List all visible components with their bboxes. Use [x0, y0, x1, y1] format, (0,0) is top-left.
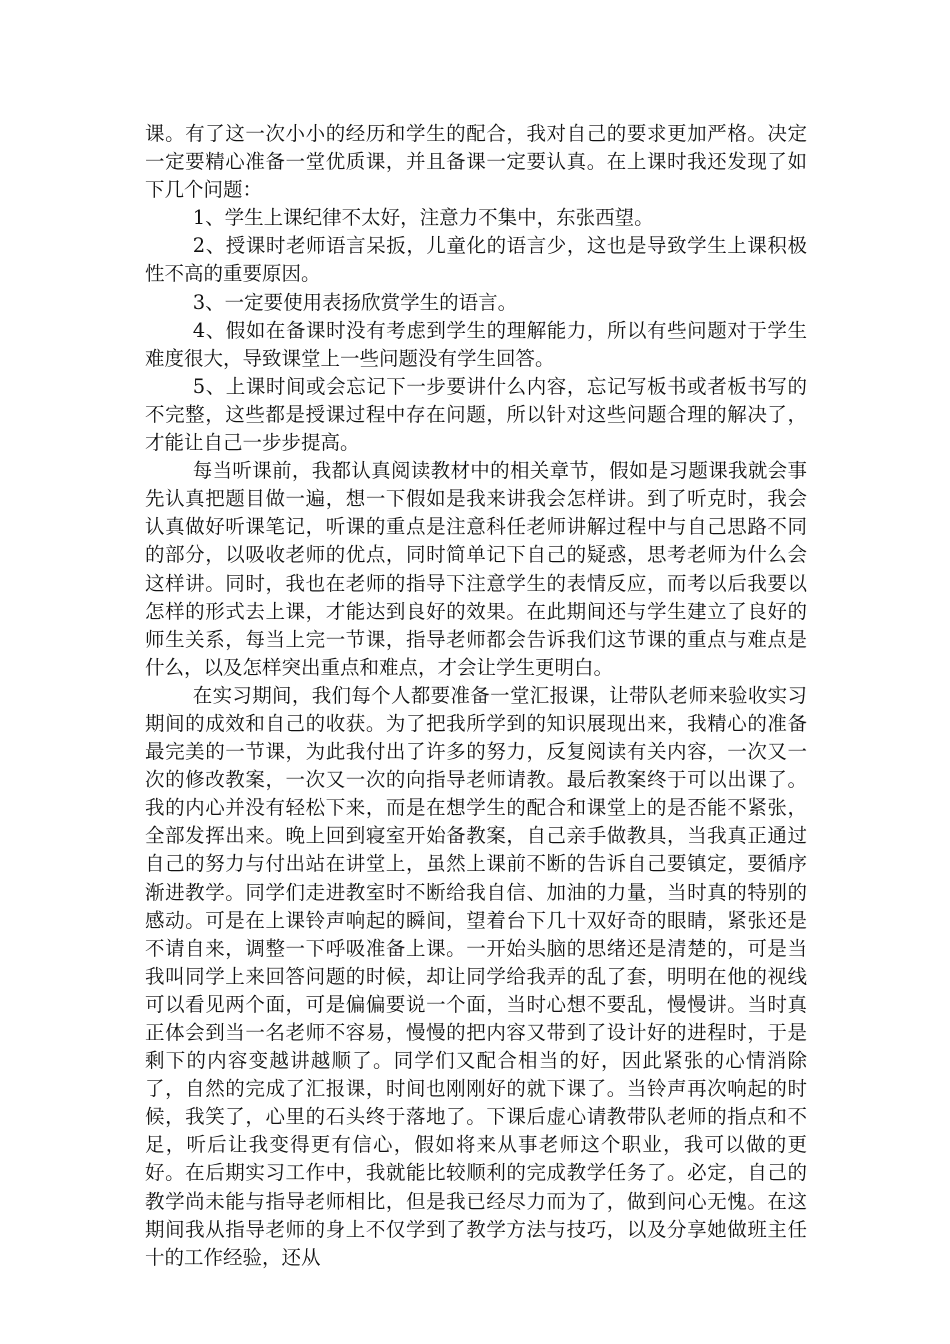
- paragraph-item-4: 4、假如在备课时没有考虑到学生的理解能力，所以有些问题对于学生难度很大，导致课堂上一些问题没有学生回答。: [145, 318, 807, 370]
- document-body: [145, 120, 807, 1272]
- paragraph-item-5: 5、上课时间或会忘记下一步要讲什么内容，忘记写板书或者板书写的不完整，这些都是授课过程中存在问题，所以针对这些问题合理的解决了，才能让自己一步步提高。: [145, 374, 807, 455]
- paragraph-item-2: 2、授课时老师语言呆扳，儿童化的语言少，这也是导致学生上课积极性不高的重要原因。: [145, 234, 807, 286]
- paragraph-continuation: 课。有了这一次小小的经历和学生的配合，我对自己的要求更加严格。决定一定要精心准备一堂优质课，并且备课一定要认真。在上课时我还发现了如下几个问题：: [145, 122, 807, 202]
- paragraph-report-lesson: 在实习期间，我们每个人都要准备一堂汇报课，让带队老师来验收实习期间的成效和自己的收获。为了把我所学到的知识展现出来，我精心的准备最完美的一节课，为此我付出了许多的努力，反复阅读有关内容，一次又一次的修改教案，一次又一次的向指导老师请教。最后教案终于可以出课了。我的内心并没有轻松下来，而是在想学生的配合和课堂上的是否能不紧张，全部发挥出来。晚上回到寝室开始备教案，自己亲手做教具，当我真正通过自己的努力与付出站在讲堂上，虽然上课前不断的告诉自己要镇定，要循序渐进教学。同学们走进教室时不断给我自信、加油的力量，当时真的特别的感动。可是在上课铃声响起的瞬间，望着台下几十双好奇的眼睛，紧张还是不请自来，调整一下呼吸准备上课。一开始头脑的思绪还是清楚的，可是当我叫同学上来回答问题的时候，却让同学给我弄的乱了套，明明在他的视线可以看见两个面，可是偏偏要说一个面，当时心想不要乱，慢慢讲。当时真正体会到当一名老师不容易，慢慢的把内容又带到了设计好的进程时，于是剩下的内容变越讲越顺了。同学们又配合相当的好，因此紧张的心情消除了，自然的完成了汇报课，时间也刚刚好的就下课了。当铃声再次响起的时候，我笑了，心里的石头终于落地了。下课后虚心请教带队老师的指点和不足，听后让我变得更有信心，假如将来从事老师这个职业，我可以做的更好。在后期实习工作中，我就能比较顺利的完成教学任务了。必定，自己的教学尚未能与指导老师相比，但是我已经尽力而为了，做到问心无愧。在这期间我从指导老师的身上不仅学到了教学方法与技巧，以及分享她做班主任十的工作经验，还从: [145, 683, 807, 1269]
- paragraph-observing-lessons: 每当听课前，我都认真阅读教材中的相关章节，假如是习题课我就会事先认真把题目做一遍，想一下假如是我来讲我会怎样讲。到了听克时，我会认真做好听课笔记，听课的重点是注意科任老师讲解过程中与自己思路不同的部分，以吸收老师的优点，同时简单记下自己的疑惑，思考老师为什么会这样讲。同时，我也在老师的指导下注意学生的表情反应，而考以后我要以怎样的形式去上课，才能达到良好的效果。在此期间还与学生建立了良好的师生关系，每当上完一节课，指导老师都会告诉我们这节课的重点与难点是什么，以及怎样突出重点和难点，才会让学生更明白。: [145, 459, 807, 679]
- paragraph-item-3: 3、一定要使用表扬欣赏学生的语言。: [192, 290, 518, 314]
- paragraph-item-1: 1、学生上课纪律不太好，注意力不集中，东张西望。: [192, 206, 654, 230]
